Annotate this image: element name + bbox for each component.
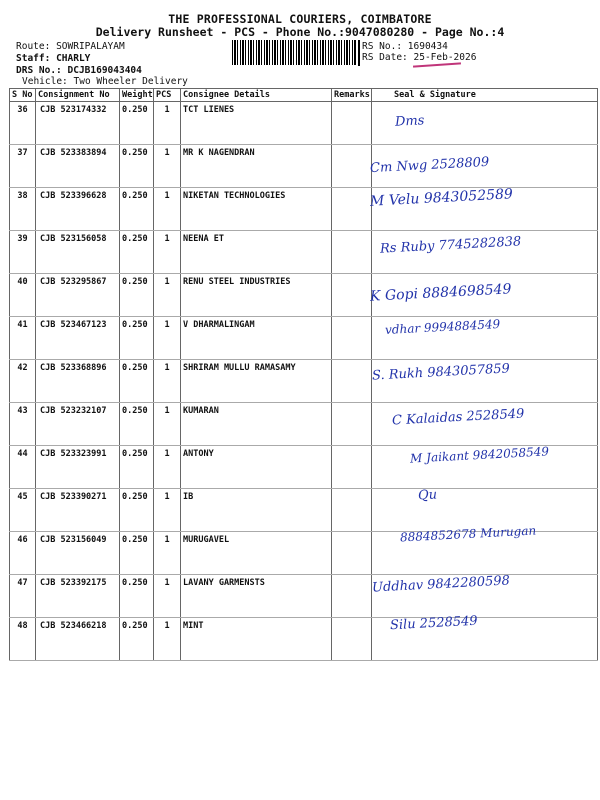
handwritten-signature: vdhar 9994884549 — [384, 316, 501, 338]
row-weight: 0.250 — [120, 489, 154, 532]
table-header-row — [10, 89, 598, 102]
rs-date-label: RS Date: — [362, 52, 408, 63]
row-sno: 42 — [10, 360, 36, 403]
handwritten-signature: M Velu 9843052589 — [369, 186, 514, 210]
row-sno: 37 — [10, 145, 36, 188]
row-weight: 0.250 — [120, 231, 154, 274]
rs-date-line — [362, 52, 476, 63]
row-weight: 0.250 — [120, 317, 154, 360]
row-pcs: 1 — [154, 446, 181, 489]
row-sno: 47 — [10, 575, 36, 618]
col-consignment: Consignment No — [36, 89, 120, 102]
row-remarks — [332, 532, 372, 575]
row-consignment-no: CJB 523467123 — [36, 317, 120, 360]
row-pcs: 1 — [154, 102, 181, 145]
vehicle-line — [22, 76, 188, 87]
row-consignee: LAVANY GARMENSTS — [181, 575, 332, 618]
row-remarks — [332, 274, 372, 317]
row-pcs: 1 — [154, 145, 181, 188]
table-row — [10, 317, 598, 360]
row-consignment-no: CJB 523390271 — [36, 489, 120, 532]
row-sno: 44 — [10, 446, 36, 489]
rs-no-value: 1690434 — [407, 41, 448, 52]
row-sno: 39 — [10, 231, 36, 274]
row-pcs: 1 — [154, 575, 181, 618]
row-consignment-no: CJB 523368896 — [36, 360, 120, 403]
rs-no-line — [362, 41, 448, 52]
table-row — [10, 618, 598, 661]
row-remarks — [332, 231, 372, 274]
row-remarks — [332, 102, 372, 145]
row-consignment-no: CJB 523174332 — [36, 102, 120, 145]
row-consignment-no: CJB 523396628 — [36, 188, 120, 231]
handwritten-signature: Qu — [417, 487, 438, 504]
row-remarks — [332, 317, 372, 360]
row-sno: 40 — [10, 274, 36, 317]
col-consignee: Consignee Details — [181, 89, 332, 102]
row-consignee: SHRIRAM MULLU RAMASAMY — [181, 360, 332, 403]
col-signature: Seal & Signature — [372, 89, 598, 102]
col-sno: S No — [10, 89, 36, 102]
handwritten-signature: 8884852678 Murugan — [399, 523, 537, 545]
handwritten-signature: Silu 2528549 — [389, 613, 478, 634]
row-consignment-no: CJB 523323991 — [36, 446, 120, 489]
row-remarks — [332, 446, 372, 489]
row-pcs: 1 — [154, 403, 181, 446]
row-weight: 0.250 — [120, 188, 154, 231]
row-consignment-no: CJB 523383894 — [36, 145, 120, 188]
staff-label: Staff: — [16, 53, 51, 64]
row-consignee: NIKETAN TECHNOLOGIES — [181, 188, 332, 231]
handwritten-signature: C Kalaidas 2528549 — [391, 406, 525, 429]
row-consignee: NEENA ET — [181, 231, 332, 274]
handwritten-signature: K Gopi 8884698549 — [369, 281, 512, 305]
handwritten-signature: S. Rukh 9843057859 — [371, 361, 511, 384]
handwritten-signature: Dms — [394, 113, 425, 130]
staff-line — [16, 53, 90, 64]
row-pcs: 1 — [154, 188, 181, 231]
row-weight: 0.250 — [120, 360, 154, 403]
company-title: THE PROFESSIONAL COURIERS, COIMBATORE — [168, 12, 432, 26]
row-consignee: ANTONY — [181, 446, 332, 489]
row-remarks — [332, 145, 372, 188]
row-weight: 0.250 — [120, 446, 154, 489]
row-pcs: 1 — [154, 231, 181, 274]
row-weight: 0.250 — [120, 618, 154, 661]
runsheet-title: Delivery Runsheet - PCS - Phone No.:9047080280 - Page No.:4 — [95, 25, 505, 39]
row-remarks — [332, 618, 372, 661]
barcode-end-bar — [358, 40, 360, 66]
row-consignment-no: CJB 523392175 — [36, 575, 120, 618]
row-sno: 41 — [10, 317, 36, 360]
row-weight: 0.250 — [120, 403, 154, 446]
handwritten-signature: Rs Ruby 7745282838 — [379, 234, 522, 257]
row-consignee: TCT LIENES — [181, 102, 332, 145]
row-sno: 46 — [10, 532, 36, 575]
pen-mark — [413, 62, 461, 67]
route-line — [16, 41, 125, 52]
row-pcs: 1 — [154, 489, 181, 532]
row-sno: 38 — [10, 188, 36, 231]
row-consignee: KUMARAN — [181, 403, 332, 446]
table-row — [10, 102, 598, 145]
row-weight: 0.250 — [120, 145, 154, 188]
staff-value: CHARLY — [56, 53, 91, 64]
handwritten-signature: M Jaikant 9842058549 — [409, 444, 550, 466]
handwritten-signature: Uddhav 9842280598 — [371, 573, 511, 596]
row-consignee: MINT — [181, 618, 332, 661]
col-pcs: PCS — [154, 89, 181, 102]
barcode — [232, 40, 357, 65]
row-consignee: RENU STEEL INDUSTRIES — [181, 274, 332, 317]
rs-no-label: RS No.: — [362, 41, 403, 52]
drs-line — [16, 65, 142, 76]
col-weight: Weight — [120, 89, 154, 102]
handwritten-signature: Cm Nwg 2528809 — [369, 154, 490, 177]
row-sno: 48 — [10, 618, 36, 661]
row-sno: 43 — [10, 403, 36, 446]
vehicle-label: Vehicle: — [22, 76, 68, 87]
table-row — [10, 145, 598, 188]
row-consignee: IB — [181, 489, 332, 532]
row-consignee: MURUGAVEL — [181, 532, 332, 575]
row-weight: 0.250 — [120, 532, 154, 575]
row-remarks — [332, 575, 372, 618]
row-pcs: 1 — [154, 360, 181, 403]
row-sno: 36 — [10, 102, 36, 145]
row-consignment-no: CJB 523156049 — [36, 532, 120, 575]
row-pcs: 1 — [154, 532, 181, 575]
route-value: SOWRIPALAYAM — [56, 41, 125, 52]
row-weight: 0.250 — [120, 102, 154, 145]
row-weight: 0.250 — [120, 274, 154, 317]
row-remarks — [332, 360, 372, 403]
row-weight: 0.250 — [120, 575, 154, 618]
row-remarks — [332, 489, 372, 532]
row-consignment-no: CJB 523295867 — [36, 274, 120, 317]
row-pcs: 1 — [154, 618, 181, 661]
rs-date-value: 25-Feb-2026 — [413, 52, 477, 63]
row-remarks — [332, 403, 372, 446]
row-pcs: 1 — [154, 317, 181, 360]
row-consignment-no: CJB 523156058 — [36, 231, 120, 274]
row-consignee: MR K NAGENDRAN — [181, 145, 332, 188]
row-sno: 45 — [10, 489, 36, 532]
row-remarks — [332, 188, 372, 231]
drs-value: DCJB169043404 — [67, 65, 142, 76]
vehicle-value: Two Wheeler Delivery — [73, 76, 188, 87]
row-pcs: 1 — [154, 274, 181, 317]
row-consignee: V DHARMALINGAM — [181, 317, 332, 360]
drs-label: DRS No.: — [16, 65, 62, 76]
col-remarks: Remarks — [332, 89, 372, 102]
row-consignment-no: CJB 523232107 — [36, 403, 120, 446]
row-consignment-no: CJB 523466218 — [36, 618, 120, 661]
route-label: Route: — [16, 41, 51, 52]
row-signature-cell — [372, 489, 598, 532]
